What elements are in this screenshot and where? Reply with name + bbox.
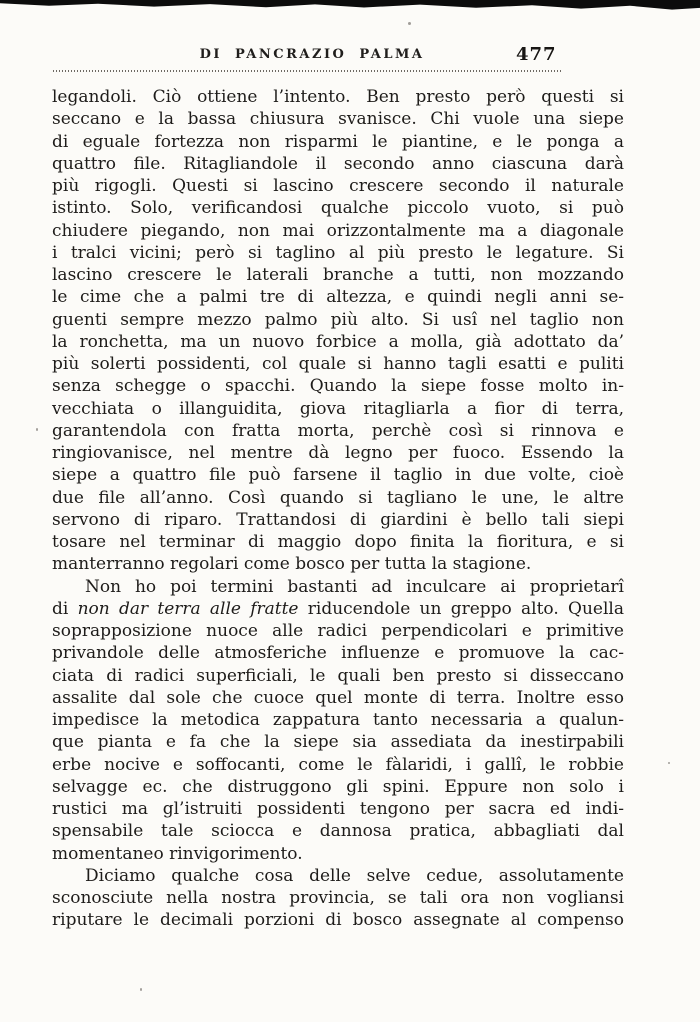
text-line	[52, 887, 624, 909]
text-line	[52, 464, 624, 486]
header-rule	[53, 70, 562, 72]
text-line	[52, 175, 624, 197]
text-segment: ciata di radici superficiali, le quali ben presto si disseccano	[52, 665, 624, 686]
text-line	[52, 108, 624, 130]
page-number: 477	[516, 44, 557, 65]
text-segment: più rigogli. Questi si lascino crescere secondo il naturale	[52, 176, 624, 196]
text-segment: impedisce la metodica zappatura tanto necessaria a qualun-	[52, 710, 624, 730]
text-segment: riputare le decimali porzioni di bosco assegnate al compenso	[52, 910, 624, 931]
text-segment: que pianta e fa che la siepe sia assediata da inestirpabili	[52, 732, 624, 753]
text-segment: di	[52, 598, 78, 619]
text-line	[52, 197, 624, 219]
text-segment: assalite dal sole che cuoce quel monte di terra. Inoltre esso	[52, 687, 624, 708]
text-line	[52, 553, 624, 575]
text-line	[52, 820, 624, 842]
text-line	[52, 776, 624, 798]
scan-speck	[668, 762, 670, 764]
text-line	[52, 286, 624, 308]
text-segment: servono di riparo. Trattandosi di giardini è bello tali siepi	[52, 509, 624, 530]
paragraph	[52, 576, 624, 865]
text-segment: Diciamo qualche cosa delle selve cedue, assolutamente	[85, 865, 624, 886]
text-line	[52, 375, 624, 397]
text-line	[52, 309, 624, 331]
text-line	[52, 642, 624, 664]
text-segment: la ronchetta, ma un nuovo forbice a molla, già adottato da’	[52, 331, 624, 352]
text-line	[52, 398, 624, 420]
scan-speck	[408, 22, 411, 25]
text-segment: guenti sempre mezzo palmo più alto. Si usî nel taglio non	[52, 309, 624, 330]
text-segment: legandoli. Ciò ottiene l’intento. Ben presto però questi si	[52, 87, 624, 107]
text-segment: le cime che a palmi tre di altezza, e quindi negli anni se-	[52, 287, 624, 308]
scan-speck	[36, 428, 38, 431]
text-line	[52, 131, 624, 153]
text-line	[52, 531, 624, 553]
text-segment: garantendola con fratta morta, perchè così si rinnova e	[52, 420, 624, 441]
text-line	[52, 731, 624, 753]
text-line	[52, 798, 624, 820]
text-line	[52, 576, 624, 598]
text-segment: privandole delle atmosferiche influenze e promuove la cac-	[52, 643, 624, 664]
text-segment: riducendole un greppo alto. Quella	[298, 598, 624, 619]
text-line	[52, 264, 624, 286]
text-segment: sconosciute nella nostra provincia, se tali ora non vogliansi	[52, 888, 624, 908]
text-segment: spensabile tale sciocca e dannosa pratica, abbagliati dal	[52, 821, 624, 842]
paragraph	[52, 86, 624, 576]
text-line	[52, 709, 624, 731]
text-segment: i tralci vicini; però si taglino al più presto le legature. Si	[52, 242, 624, 263]
scan-artifact-top-edge	[0, 0, 700, 11]
text-line	[52, 242, 624, 264]
text-line	[52, 598, 624, 620]
text-segment: ringiovanisce, nel mentre dà legno per fuoco. Essendo la	[52, 443, 624, 463]
text-line	[52, 220, 624, 242]
text-segment: seccano e la bassa chiusura svanisce. Chi vuole una siepe	[52, 109, 624, 130]
text-segment: soprapposizione nuoce alle radici perpendicolari e primitive	[52, 621, 624, 641]
body-text	[52, 86, 624, 932]
text-line	[52, 687, 624, 709]
text-line	[52, 487, 624, 509]
text-line	[52, 353, 624, 375]
text-line	[52, 153, 624, 175]
paragraph	[52, 865, 624, 932]
text-segment: lascino crescere le laterali branche a tutti, non mozzando	[52, 265, 624, 285]
text-line	[52, 620, 624, 642]
text-line	[52, 331, 624, 353]
text-line	[52, 442, 624, 464]
text-line	[52, 509, 624, 531]
text-segment: istinto. Solo, verificandosi qualche piccolo vuoto, si può	[52, 198, 624, 219]
text-segment: rustici ma gl’istruiti possidenti tengono per sacra ed indi-	[52, 799, 624, 819]
text-segment: erbe nocive e soffocanti, come le fàlaridi, i gallî, le robbie	[52, 754, 624, 775]
text-segment: chiudere piegando, non mai orizzontalmente ma a diagonale	[52, 220, 624, 241]
text-line	[52, 843, 624, 865]
text-segment: Non ho poi termini bastanti ad inculcare ai proprietarî	[85, 576, 624, 597]
text-line	[52, 865, 624, 887]
italic-phrase: non dar terra alle fratte	[77, 598, 299, 619]
text-segment: manterranno regolari come bosco per tutta la stagione.	[52, 554, 532, 575]
text-line	[52, 665, 624, 687]
text-segment: di eguale fortezza non risparmi le piantine, e le ponga a	[52, 131, 624, 152]
text-segment: due file all’anno. Così quando si tagliano le une, le altre	[52, 487, 624, 508]
text-segment: selvagge ec. che distruggono gli spini. Eppure non solo i	[52, 776, 624, 797]
text-segment: senza schegge o spacchi. Quando la siepe fosse molto in-	[52, 376, 624, 397]
text-segment: siepe a quattro file può farsene il taglio in due volte, cioè	[52, 465, 624, 486]
text-segment: tosare nel terminar di maggio dopo finita la fioritura, e si	[52, 532, 624, 552]
running-title: DI PANCRAZIO PALMA	[199, 47, 425, 62]
text-line	[52, 420, 624, 442]
scan-speck	[140, 988, 142, 991]
text-line	[52, 754, 624, 776]
text-line	[52, 909, 624, 931]
text-segment: momentaneo rinvigorimento.	[52, 843, 303, 864]
text-segment: quattro file. Ritagliandole il secondo anno ciascuna darà	[52, 153, 624, 174]
text-segment: più solerti possidenti, col quale si hanno tagli esatti e puliti	[52, 354, 624, 374]
text-segment: vecchiata o illanguidita, giova ritagliarla a fior di terra,	[52, 398, 624, 419]
text-line	[52, 86, 624, 108]
